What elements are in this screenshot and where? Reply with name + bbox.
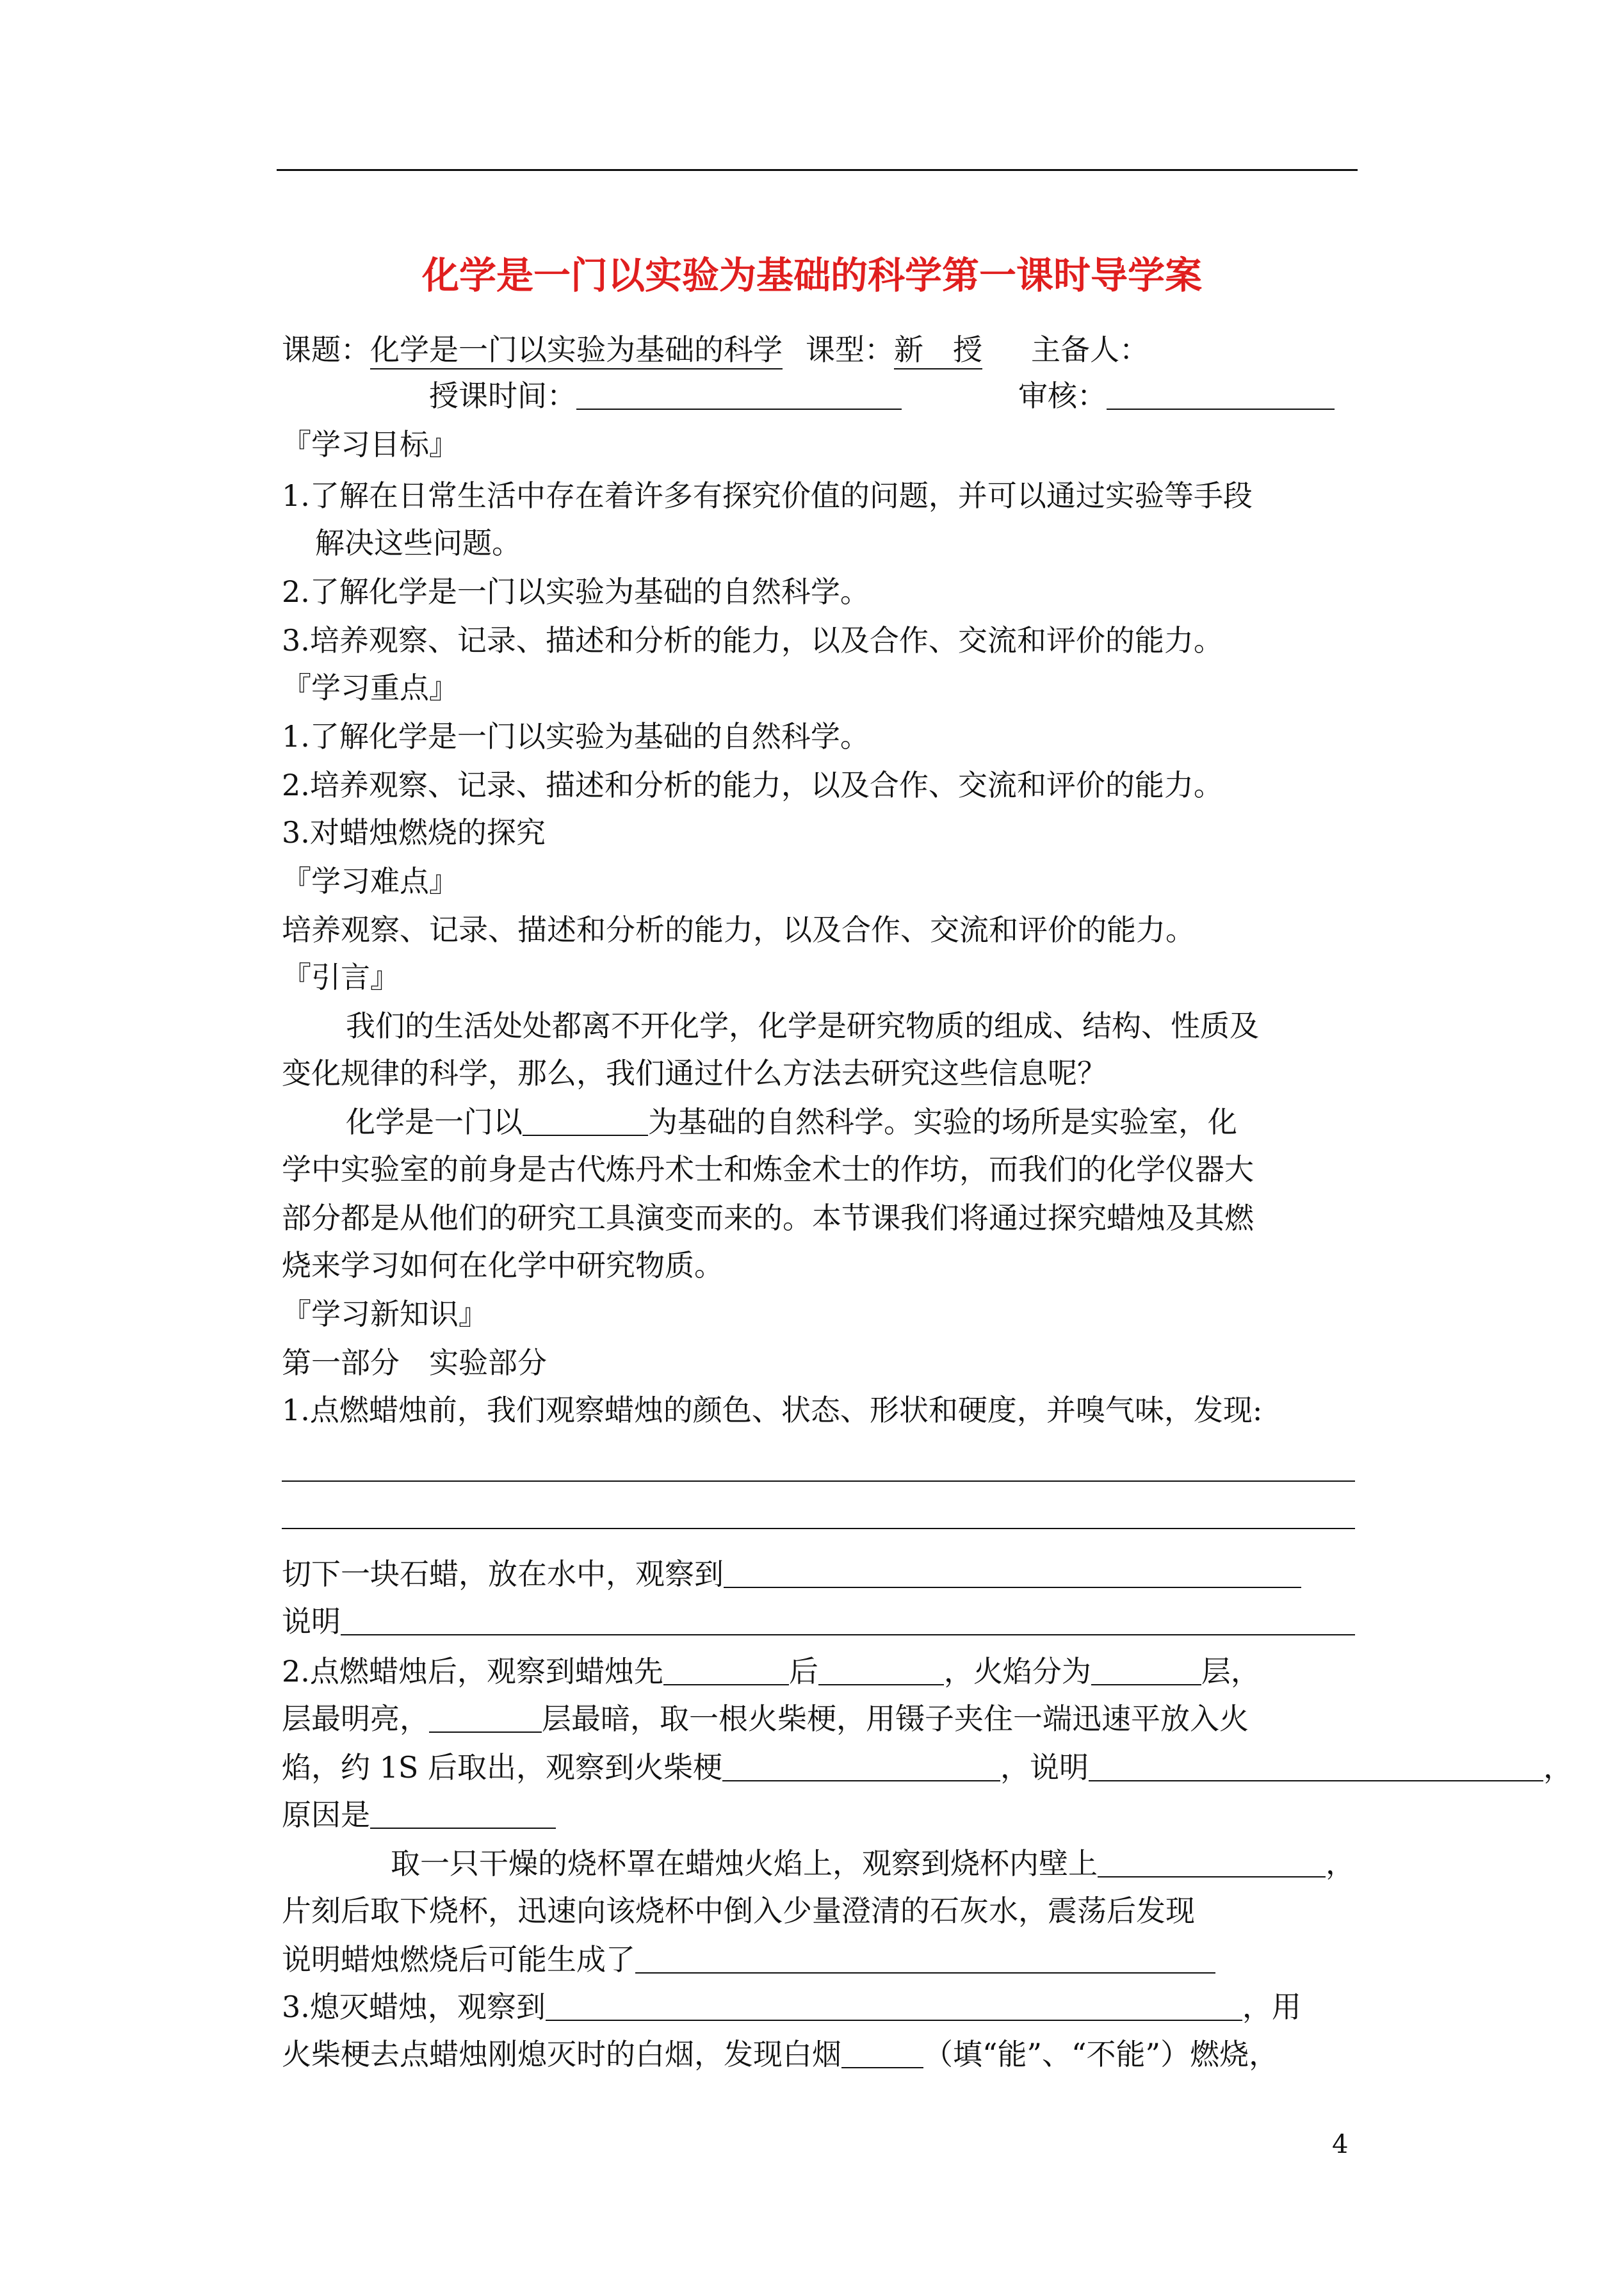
q2-b2: 层最暗，取一根火柴梗，用镊子夹住一端迅速平放入火 [542, 1701, 1249, 1736]
goals-heading: 『学习目标』 [282, 427, 459, 462]
meta-row-review [1018, 377, 1335, 415]
meta-row-time [429, 377, 902, 415]
header-rule [277, 169, 1358, 171]
q2-row-f: 片刻后取下烧杯，迅速向该烧杯中倒入少量澄清的石灰水，震荡后发现 [282, 1894, 1195, 1928]
goal-item-1: 1.了解在日常生活中存在着许多有探究价值的问题，并可以通过实验等手段 [282, 478, 1253, 513]
q2-e2: ， [1326, 1846, 1355, 1881]
intro-heading: 『引言』 [282, 960, 400, 994]
time-field[interactable] [576, 377, 902, 410]
q3-row-b [282, 2035, 1278, 2073]
topic-value: 化学是一门以实验为基础的科学 [370, 332, 783, 369]
intro-p2-line3: 部分都是从他们的研究工具演变而来的。本节课我们将通过探究蜡烛及其燃 [282, 1201, 1254, 1235]
key-point-1: 1.了解化学是一门以实验为基础的自然科学。 [282, 719, 870, 754]
q2-b1: 层最明亮， [282, 1701, 429, 1736]
q1-explain-text: 说明 [282, 1604, 341, 1639]
blank-candle-first[interactable] [663, 1652, 789, 1685]
goal-item-3: 3.培养观察、记录、描述和分析的能力，以及合作、交流和评价的能力。 [282, 623, 1223, 658]
intro-p2-pre: 化学是一门以 [346, 1105, 523, 1139]
q2-a1: 2.点燃蜡烛后，观察到蜡烛先 [282, 1654, 663, 1689]
blank-smoke-burn[interactable] [841, 2035, 923, 2068]
blank-reason[interactable] [370, 1796, 556, 1829]
q3-b1: 火柴梗去点蜡烛刚熄灭时的白烟，发现白烟 [282, 2037, 841, 2072]
new-knowledge-heading: 『学习新知识』 [282, 1297, 488, 1331]
intro-p2-post: 为基础的自然科学。实验的场所是实验室，化 [648, 1105, 1237, 1139]
blank-beaker-wall[interactable] [1098, 1844, 1326, 1877]
q2-e1: 取一只干燥的烧杯罩在蜡烛火焰上，观察到烧杯内壁上 [391, 1846, 1098, 1881]
review-field[interactable] [1107, 377, 1335, 410]
blank-extinguish[interactable] [546, 1988, 1242, 2021]
blank-products[interactable] [635, 1940, 1215, 1974]
blank-candle-then[interactable] [818, 1652, 944, 1685]
blank-explain-wax[interactable] [341, 1602, 1355, 1635]
review-label: 审核： [1018, 378, 1107, 413]
q2-g1: 说明蜡烛燃烧后可能生成了 [282, 1942, 635, 1977]
q2-row-e [391, 1844, 1355, 1883]
answer-line-1[interactable] [282, 1480, 1355, 1482]
difficulties-text: 培养观察、记录、描述和分析的能力，以及合作、交流和评价的能力。 [282, 912, 1195, 947]
page-number: 4 [1332, 2130, 1349, 2159]
q2-row-c [282, 1748, 1573, 1787]
difficulties-heading: 『学习难点』 [282, 864, 459, 898]
q2-c3: ， [1543, 1750, 1573, 1785]
q3-b2: （填“能”、“不能”）燃烧， [923, 2037, 1279, 2072]
q3-a1: 3.熄灭蜡烛，观察到 [282, 1990, 546, 2024]
blank-basis[interactable] [523, 1103, 648, 1136]
q2-row-g [282, 1940, 1215, 1979]
time-label: 授课时间： [429, 378, 576, 413]
answer-line-2[interactable] [282, 1528, 1355, 1529]
q1-cut-row [282, 1555, 1301, 1593]
q3-row-a [282, 1988, 1301, 2026]
goal-item-1-cont: 解决这些问题。 [315, 526, 521, 560]
blank-match-explain[interactable] [1089, 1748, 1543, 1781]
q3-a2: ，用 [1242, 1990, 1301, 2024]
blank-observe-wax[interactable] [724, 1555, 1301, 1588]
intro-p1-line1: 我们的生活处处都离不开化学，化学是研究物质的组成、结构、性质及 [346, 1009, 1259, 1043]
goal-item-2: 2.了解化学是一门以实验为基础的自然科学。 [282, 574, 870, 609]
q2-a4: 层， [1201, 1654, 1260, 1689]
q2-d1: 原因是 [282, 1797, 370, 1832]
blank-darkest-layer[interactable] [429, 1699, 542, 1733]
q1-cut-text: 切下一块石蜡，放在水中，观察到 [282, 1557, 724, 1591]
page-title: 化学是一门以实验为基础的科学第一课时导学案 [421, 254, 1202, 297]
q2-a3: ，火焰分为 [943, 1654, 1091, 1689]
key-point-2: 2.培养观察、记录、描述和分析的能力，以及合作、交流和评价的能力。 [282, 768, 1223, 802]
q2-row-b [282, 1699, 1249, 1738]
meta-row-topic [282, 330, 1149, 369]
q2-c2: ，说明 [1000, 1750, 1089, 1785]
preparer-label: 主备人： [1031, 332, 1149, 367]
key-point-3: 3.对蜡烛燃烧的探究 [282, 815, 546, 850]
blank-flame-layers[interactable] [1091, 1652, 1201, 1685]
key-points-heading: 『学习重点』 [282, 670, 459, 705]
question-1: 1.点燃蜡烛前，我们观察蜡烛的颜色、状态、形状和硬度，并嗅气味，发现: [282, 1393, 1263, 1427]
intro-p2-line1 [346, 1103, 1237, 1141]
intro-p1-line2: 变化规律的科学，那么，我们通过什么方法去研究这些信息呢？ [282, 1056, 1107, 1091]
type-value: 新 授 [894, 332, 982, 369]
intro-p2-line2: 学中实验室的前身是古代炼丹术士和炼金术士的作坊，而我们的化学仪器大 [282, 1152, 1254, 1187]
q2-row-a [282, 1652, 1260, 1691]
q1-explain-row [282, 1602, 1355, 1641]
part-title: 第一部分 实验部分 [282, 1345, 547, 1380]
q2-a2: 后 [788, 1654, 818, 1689]
q2-c1: 焰，约 1S 后取出，观察到火柴梗 [282, 1750, 723, 1785]
q2-row-d [282, 1796, 556, 1834]
type-label: 课型： [806, 332, 894, 367]
intro-p2-line4: 烧来学习如何在化学中研究物质。 [282, 1248, 724, 1283]
blank-match-observe[interactable] [722, 1748, 1000, 1781]
topic-label: 课题： [282, 332, 370, 367]
